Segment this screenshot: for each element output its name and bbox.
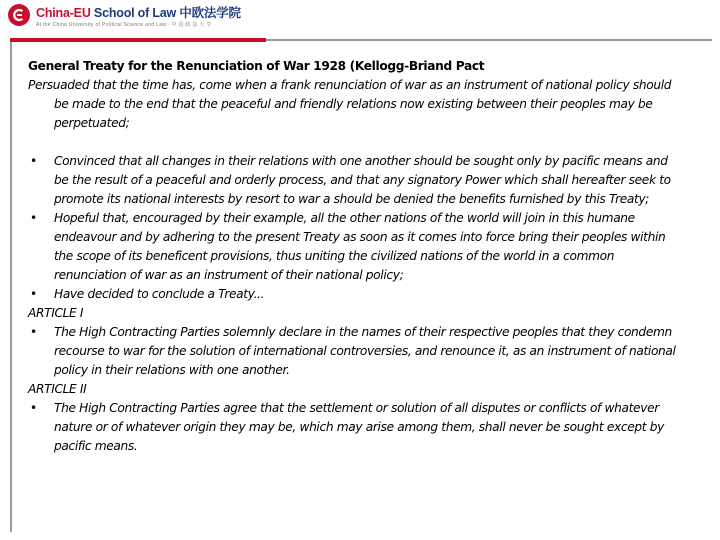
header	[0, 0, 720, 44]
list-item	[28, 285, 678, 304]
bullet-text: Hopeful that, encouraged by their example, all the other nations of the world will join in this humane endeavour and by adhering to the present Treaty as soon as it comes into force bring their peoples within the scope of its beneficent provisions, thus uniting the civilized nations of the world in a common renunciation of war as an instrument of their national policy;	[54, 211, 666, 282]
left-margin-rule	[10, 42, 12, 532]
bullet-icon: •	[30, 211, 37, 225]
slide-body	[28, 57, 678, 456]
bullet-icon: •	[30, 325, 37, 339]
bullet-icon: •	[30, 401, 37, 415]
bullet-icon: •	[30, 154, 37, 168]
header-gray-rule	[266, 39, 712, 41]
list-item	[28, 399, 678, 456]
article-1-text: The High Contracting Parties solemnly declare in the names of their respective peoples that they condemn recourse to war for the solution of international controversies, and renounce it, as an instrument of national policy in their relations with one another.	[54, 325, 676, 377]
list-item	[28, 209, 678, 285]
school-name-part2: School of Law	[90, 6, 180, 20]
article-2-text: The High Contracting Parties agree that the settlement or solution of all disputes or conflicts of whatever nature or of whatever origin they may be, which may arise among them, shall never be sought except by pacific means.	[54, 401, 664, 453]
bullet-text: Convinced that all changes in their relations with one another should be sought only by pacific means and be the result of a peaceful and orderly process, and that any signatory Power which shall hereafter seek to promote its national interests by resort to war a should be denied the benefits furnished by this Treaty;	[54, 154, 671, 206]
bullet-icon: •	[30, 287, 37, 301]
header-red-rule	[10, 38, 266, 42]
list-item	[28, 323, 678, 380]
bullet-text: Have decided to conclude a Treaty...	[54, 287, 265, 301]
spacer	[28, 133, 678, 152]
school-name	[36, 3, 241, 21]
school-subtitle: At the China University of Political Science and Law · 中 国 政 法 大 学	[36, 22, 212, 28]
list-item	[28, 152, 678, 209]
intro-paragraph: Persuaded that the time has, come when a frank renunciation of war as an instrument of national policy should be made to the end that the peaceful and friendly relations now existing between their peoples may be perpetuated;	[28, 78, 672, 130]
school-name-chinese: 中欧法学院	[179, 6, 241, 20]
cesl-logo-icon	[8, 4, 30, 26]
article-2-heading: ARTICLE II	[28, 382, 87, 396]
document-title: General Treaty for the Renunciation of War 1928 (Kellogg-Briand Pact	[28, 59, 485, 73]
school-name-part1: China-EU	[36, 6, 91, 20]
article-1-heading: ARTICLE I	[28, 306, 84, 320]
